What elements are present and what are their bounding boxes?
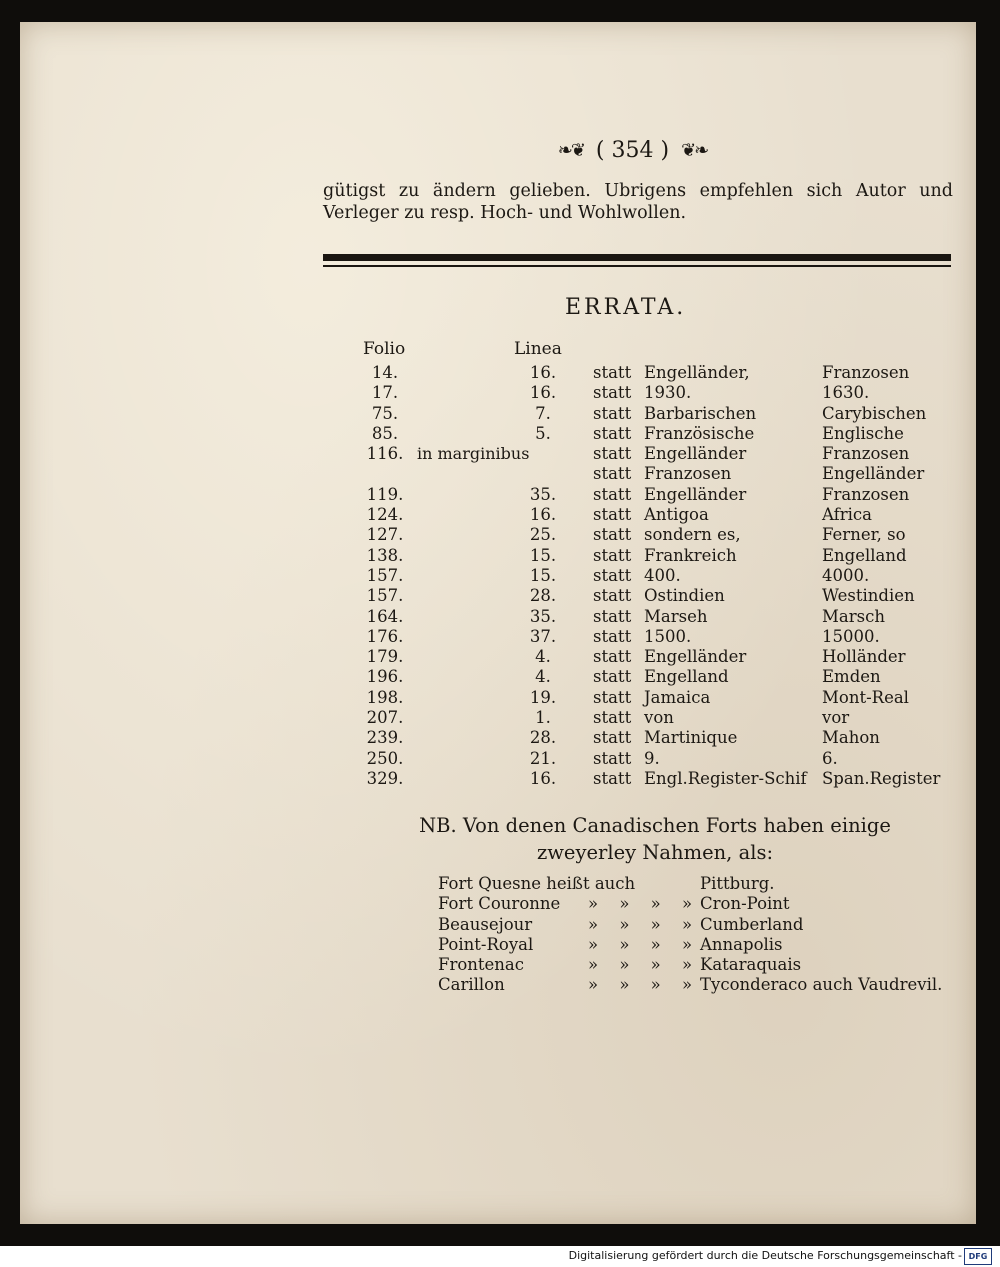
correct-text-cell: Engelländer — [822, 464, 925, 484]
correct-text-cell: Span.Register — [822, 768, 941, 788]
wrong-text-cell: Frankreich — [644, 545, 737, 565]
wrong-text-cell: Jamaica — [644, 687, 711, 707]
fort-alias: Cron-Point — [700, 894, 790, 914]
folio-cell: 157. — [366, 565, 404, 585]
column-header-folio: Folio — [363, 339, 406, 359]
errata-row — [20, 667, 976, 687]
correct-text-cell: Ferner, so — [822, 525, 906, 545]
fort-ditto-marks: » » » » — [588, 955, 701, 975]
statt-cell: statt — [593, 484, 632, 504]
fort-ditto-marks: » » » » — [588, 934, 701, 954]
linea-cell: 4. — [535, 647, 551, 667]
left-ornament-icon: ❧❦ — [557, 139, 584, 161]
divider-thick — [323, 254, 951, 261]
errata-row — [20, 525, 976, 545]
wrong-text-cell: 9. — [644, 748, 660, 768]
folio-cell: 17. — [371, 383, 399, 403]
fort-row — [20, 915, 976, 935]
wrong-text-cell: Engelländer — [644, 647, 747, 667]
correct-text-cell: 6. — [822, 748, 838, 768]
folio-cell: 179. — [366, 647, 404, 667]
linea-cell: 15. — [529, 565, 557, 585]
footer-bar — [0, 1246, 1000, 1267]
folio-cell: 14. — [371, 363, 399, 382]
statt-cell: statt — [593, 586, 632, 606]
wrong-text-cell: 1500. — [644, 626, 692, 646]
statt-cell: statt — [593, 748, 632, 768]
margin-note-cell: in marginibus — [417, 444, 530, 464]
errata-row — [20, 383, 976, 403]
linea-cell: 16. — [529, 363, 557, 382]
correct-text-cell: vor — [822, 708, 850, 728]
fort-alias: Kataraquais — [700, 955, 802, 975]
folio-cell: 75. — [371, 403, 399, 423]
fort-row — [20, 935, 976, 955]
errata-row — [20, 464, 976, 484]
column-header-linea: Linea — [514, 339, 562, 359]
book-page — [20, 22, 976, 1224]
errata-table — [20, 363, 976, 789]
wrong-text-cell: Antigoa — [644, 505, 709, 525]
linea-cell: 35. — [529, 606, 557, 626]
linea-cell: 16. — [529, 383, 557, 403]
statt-cell: statt — [593, 647, 632, 667]
wrong-text-cell: Engelländer, — [644, 363, 750, 382]
intro-paragraph: gütigst zu ändern gelieben. Ubrigens empfehlen sich Autor und Verleger zu resp. Hoch- und Wohlwollen. — [323, 181, 953, 223]
linea-cell: 28. — [529, 586, 557, 606]
wrong-text-cell: Engelländer — [644, 444, 747, 464]
wrong-text-cell: sondern es, — [644, 525, 741, 545]
linea-cell: 28. — [529, 728, 557, 748]
wrong-text-cell: Ostindien — [644, 586, 725, 606]
funding-notice: Digitalisierung gefördert durch die Deutsche Forschungsgemeinschaft - — [568, 1249, 962, 1262]
folio-cell: 250. — [366, 748, 404, 768]
divider-rule — [323, 254, 951, 269]
page-number: ( 354 ) — [595, 137, 670, 163]
statt-cell: statt — [593, 525, 632, 545]
correct-text-cell: Franzosen — [822, 484, 910, 504]
correct-text-cell: 4000. — [822, 565, 870, 585]
linea-cell: 7. — [535, 403, 551, 423]
errata-row — [20, 566, 976, 586]
correct-text-cell: Mont-Real — [822, 687, 909, 707]
folio-cell: 239. — [366, 728, 404, 748]
fort-ditto-marks: » » » » — [588, 975, 701, 995]
nb-line-1: NB. Von denen Canadischen Forts haben einige — [419, 814, 891, 837]
wrong-text-cell: Engelländer — [644, 484, 747, 504]
folio-cell: 116. — [366, 444, 404, 464]
fort-name: Fort Quesne heißt auch — [438, 874, 636, 893]
fort-ditto-marks: » » » » — [588, 914, 701, 934]
correct-text-cell: Marsch — [822, 606, 885, 626]
statt-cell: statt — [593, 626, 632, 646]
statt-cell: statt — [593, 606, 632, 626]
errata-row — [20, 607, 976, 627]
wrong-text-cell: 1930. — [644, 383, 692, 403]
correct-text-cell: Mahon — [822, 728, 880, 748]
linea-cell: 21. — [529, 748, 557, 768]
linea-cell: 16. — [529, 505, 557, 525]
linea-cell: 25. — [529, 525, 557, 545]
statt-cell: statt — [593, 363, 632, 382]
fort-ditto-marks: » » » » — [588, 894, 701, 914]
statt-cell: statt — [593, 423, 632, 443]
wrong-text-cell: von — [644, 708, 674, 728]
errata-row — [20, 404, 976, 424]
folio-cell: 207. — [366, 708, 404, 728]
fort-name: Carillon — [438, 975, 505, 995]
errata-title: ERRATA. — [565, 295, 687, 320]
correct-text-cell: Englische — [822, 423, 904, 443]
page-header — [525, 135, 740, 165]
fort-alias: Pittburg. — [700, 874, 775, 893]
folio-cell: 127. — [366, 525, 404, 545]
wrong-text-cell: Marseh — [644, 606, 708, 626]
errata-row — [20, 505, 976, 525]
correct-text-cell: Emden — [822, 667, 881, 687]
divider-thin — [323, 265, 951, 267]
dfg-logo-icon[interactable]: DFG — [964, 1248, 992, 1265]
statt-cell: statt — [593, 565, 632, 585]
statt-cell: statt — [593, 464, 632, 484]
nb-line-2: zweyerley Nahmen, als: — [536, 841, 774, 864]
fort-name: Fort Couronne — [438, 894, 561, 914]
fort-alias: Tyconderaco auch Vaudrevil. — [700, 975, 943, 995]
statt-cell: statt — [593, 403, 632, 423]
wrong-text-cell: Französische — [644, 423, 755, 443]
wrong-text-cell: 400. — [644, 565, 681, 585]
linea-cell: 16. — [529, 768, 557, 788]
statt-cell: statt — [593, 667, 632, 687]
correct-text-cell: Franzosen — [822, 444, 910, 464]
folio-cell: 138. — [366, 545, 404, 565]
linea-cell: 37. — [529, 626, 557, 646]
linea-cell: 19. — [529, 687, 557, 707]
correct-text-cell: Africa — [822, 505, 872, 525]
errata-row — [20, 647, 976, 667]
fort-name: Frontenac — [438, 955, 524, 975]
fort-name: Beausejour — [438, 914, 533, 934]
fort-row — [20, 975, 976, 995]
statt-cell: statt — [593, 728, 632, 748]
fort-row — [20, 955, 976, 975]
wrong-text-cell: Martinique — [644, 728, 738, 748]
folio-cell: 124. — [366, 505, 404, 525]
errata-row — [20, 627, 976, 647]
fort-alias: Annapolis — [700, 934, 783, 954]
linea-cell: 5. — [535, 423, 551, 443]
errata-row — [20, 708, 976, 728]
statt-cell: statt — [593, 768, 632, 788]
forts-list — [20, 874, 976, 996]
correct-text-cell: 15000. — [822, 626, 880, 646]
errata-row — [20, 363, 976, 383]
fort-row — [20, 894, 976, 914]
errata-row — [20, 485, 976, 505]
fort-row — [20, 874, 976, 894]
wrong-text-cell: Engl.Register-Schif — [644, 768, 807, 788]
linea-cell: 15. — [529, 545, 557, 565]
linea-cell: 4. — [535, 667, 551, 687]
correct-text-cell: Westindien — [822, 586, 915, 606]
correct-text-cell: Franzosen — [822, 363, 910, 382]
folio-cell: 198. — [366, 687, 404, 707]
wrong-text-cell: Franzosen — [644, 464, 732, 484]
linea-cell: 35. — [529, 484, 557, 504]
folio-cell: 164. — [366, 606, 404, 626]
statt-cell: statt — [593, 383, 632, 403]
errata-row — [20, 688, 976, 708]
folio-cell: 176. — [366, 626, 404, 646]
fort-alias: Cumberland — [700, 914, 804, 934]
correct-text-cell: 1630. — [822, 383, 870, 403]
statt-cell: statt — [593, 708, 632, 728]
wrong-text-cell: Barbarischen — [644, 403, 757, 423]
errata-row — [20, 424, 976, 444]
errata-row — [20, 728, 976, 748]
correct-text-cell: Holländer — [822, 647, 906, 667]
folio-cell: 157. — [366, 586, 404, 606]
folio-cell: 119. — [366, 484, 404, 504]
statt-cell: statt — [593, 687, 632, 707]
folio-cell: 329. — [366, 768, 404, 788]
statt-cell: statt — [593, 444, 632, 464]
correct-text-cell: Engelland — [822, 545, 907, 565]
errata-row — [20, 586, 976, 606]
statt-cell: statt — [593, 545, 632, 565]
linea-cell: 1. — [535, 708, 551, 728]
errata-row — [20, 749, 976, 769]
correct-text-cell: Carybischen — [822, 403, 927, 423]
errata-row — [20, 546, 976, 566]
statt-cell: statt — [593, 505, 632, 525]
errata-row — [20, 769, 976, 789]
fort-name: Point-Royal — [438, 934, 534, 954]
right-ornament-icon: ❦❧ — [681, 139, 708, 161]
folio-cell: 85. — [371, 423, 399, 443]
errata-row — [20, 444, 976, 464]
folio-cell: 196. — [366, 667, 404, 687]
wrong-text-cell: Engelland — [644, 667, 729, 687]
nota-bene — [390, 812, 920, 866]
